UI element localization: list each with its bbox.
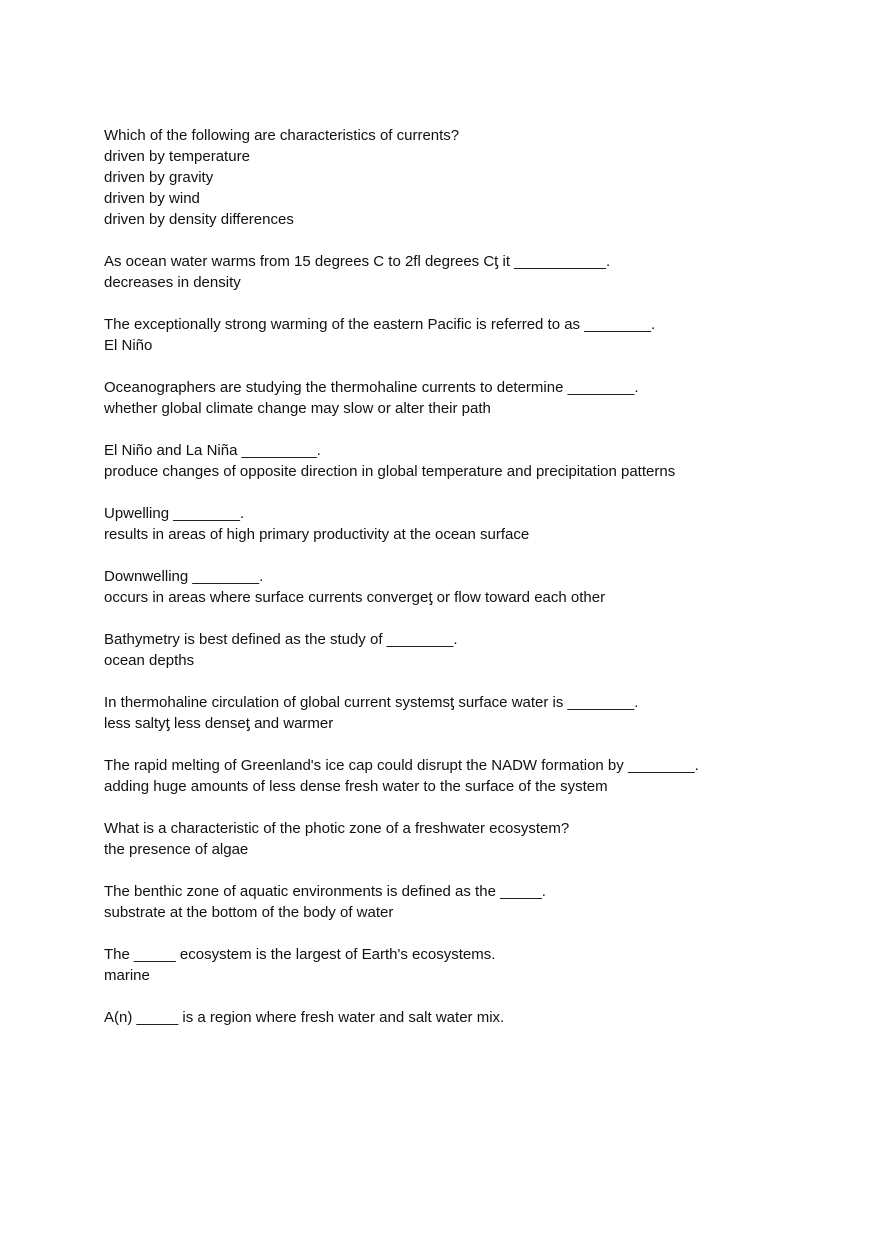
answer-text: results in areas of high primary productivity at the ocean surface <box>104 526 530 543</box>
answer-text: driven by density differences <box>104 211 294 228</box>
answer-text: substrate at the bottom of the body of water <box>104 904 394 921</box>
qa-block <box>104 1007 804 1028</box>
qa-block <box>104 377 804 419</box>
question-text: Downwelling ________. <box>104 568 264 585</box>
qa-block <box>104 692 804 734</box>
answer-text: El Niño <box>104 337 153 354</box>
qa-block <box>104 755 804 797</box>
qa-block <box>104 944 804 986</box>
answer-text: marine <box>104 967 150 984</box>
answer-text: ocean depths <box>104 652 195 669</box>
question-text: The benthic zone of aquatic environments is defined as the _____. <box>104 883 546 900</box>
question-text: El Niño and La Niña _________. <box>104 442 321 459</box>
question-text: The _____ ecosystem is the largest of Earth's ecosystems. <box>104 946 496 963</box>
question-text: Oceanographers are studying the thermohaline currents to determine ________. <box>104 379 639 396</box>
question-text: The exceptionally strong warming of the eastern Pacific is referred to as ________. <box>104 316 656 333</box>
question-text: Bathymetry is best defined as the study of ________. <box>104 631 458 648</box>
qa-block <box>104 818 804 860</box>
question-text: What is a characteristic of the photic zone of a freshwater ecosystem? <box>104 820 570 837</box>
question-text: In thermohaline circulation of global current systemsƫ surface water is ________. <box>104 694 639 711</box>
answer-text: driven by wind <box>104 190 200 207</box>
qa-block <box>104 629 804 671</box>
answer-text: driven by gravity <box>104 169 214 186</box>
answer-text: occurs in areas where surface currents convergeƫ or flow toward each other <box>104 589 606 606</box>
question-text: The rapid melting of Greenland's ice cap could disrupt the NADW formation by ________. <box>104 757 699 774</box>
qa-block <box>104 251 804 293</box>
answer-text: produce changes of opposite direction in global temperature and precipitation patterns <box>104 463 676 480</box>
qa-block <box>104 503 804 545</box>
answer-text: less saltyƫ less denseƫ and warmer <box>104 715 334 732</box>
qa-block <box>104 314 804 356</box>
qa-list <box>104 125 804 1049</box>
answer-text: whether global climate change may slow or alter their path <box>104 400 491 417</box>
qa-block <box>104 566 804 608</box>
question-text: Which of the following are characteristics of currents? <box>104 127 460 144</box>
qa-block <box>104 440 804 482</box>
qa-block <box>104 881 804 923</box>
question-text: A(n) _____ is a region where fresh water and salt water mix. <box>104 1009 505 1026</box>
answer-text: driven by temperature <box>104 148 250 165</box>
answer-text: decreases in density <box>104 274 241 291</box>
question-text: Upwelling ________. <box>104 505 245 522</box>
answer-text: the presence of algae <box>104 841 249 858</box>
qa-block <box>104 125 804 230</box>
question-text: As ocean water warms from 15 degrees C to 2fl degrees Cƫ it ___________. <box>104 253 611 270</box>
answer-text: adding huge amounts of less dense fresh water to the surface of the system <box>104 778 608 795</box>
